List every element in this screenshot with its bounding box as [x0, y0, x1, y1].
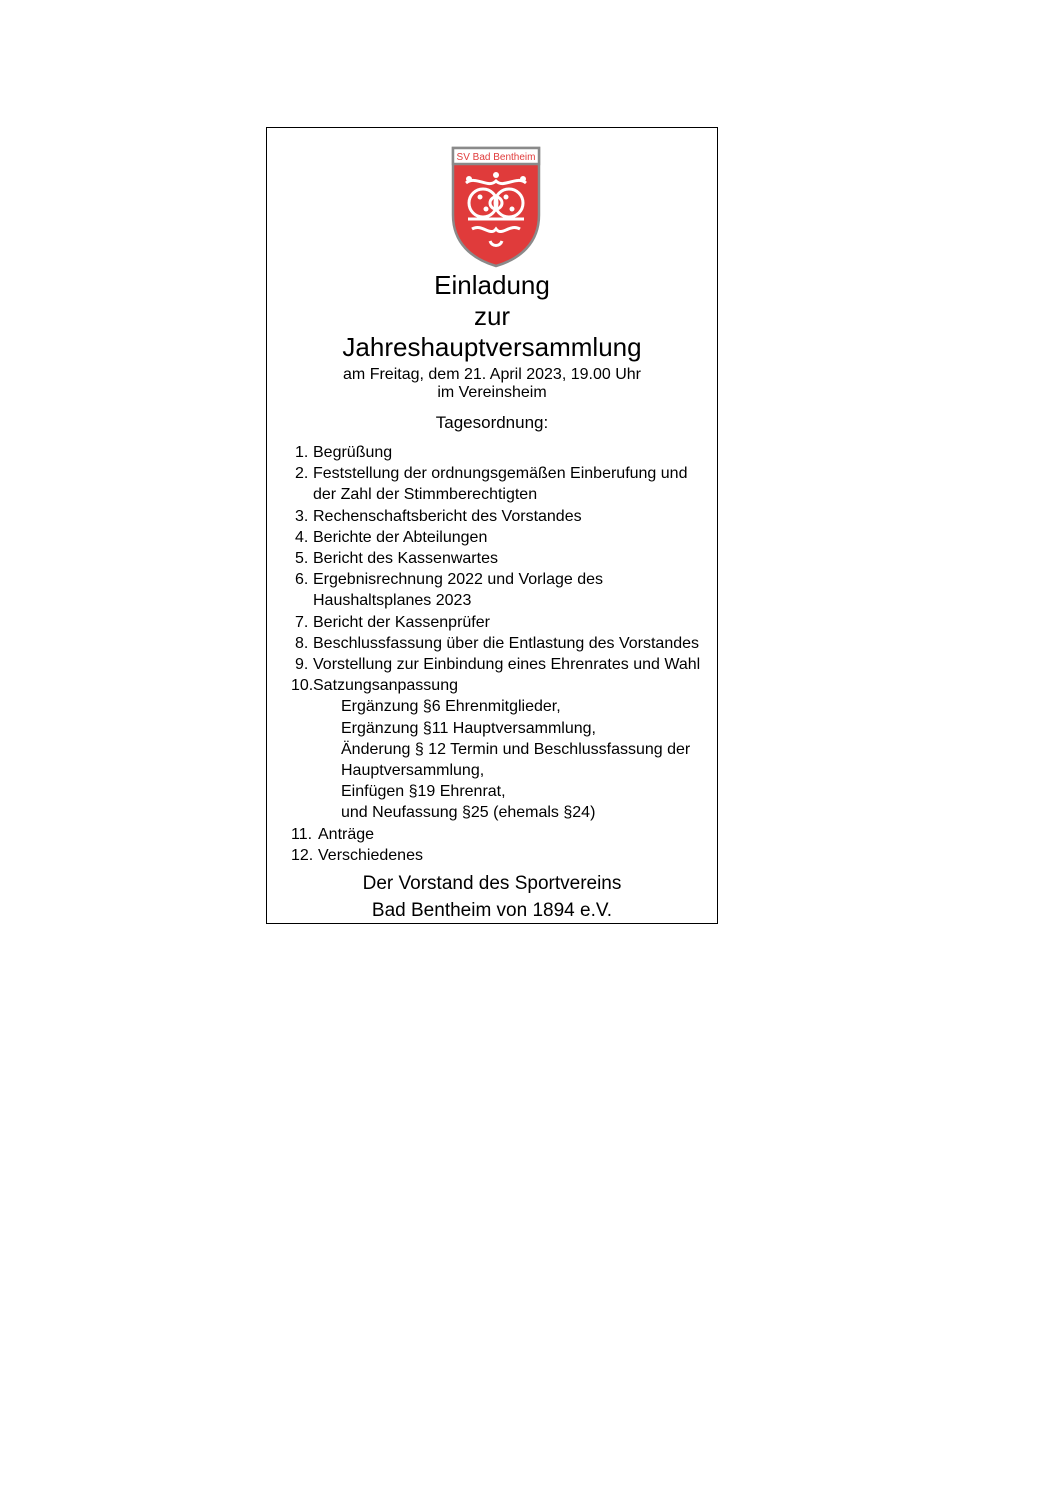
- agenda-item-number: 2.: [295, 465, 309, 483]
- agenda-item-text: Feststellung der ordnungsgemäßen Einberufung und: [313, 465, 688, 483]
- agenda-item-text: und Neufassung §25 (ehemals §24): [341, 804, 596, 822]
- agenda-item-text: Haushaltsplanes 2023: [313, 592, 472, 610]
- agenda-item-number: 4.: [295, 528, 309, 546]
- logo-text: SV Bad Bentheim: [456, 152, 536, 163]
- agenda-item-number: 9.: [295, 656, 309, 673]
- agenda-item-text: Bericht der Kassenprüfer: [313, 613, 490, 631]
- agenda-item: [267, 718, 717, 739]
- agenda-item-text: Änderung § 12 Termin und Beschlussfassung der: [341, 740, 691, 758]
- agenda-heading: Tagesordnung:: [435, 413, 549, 432]
- agenda-item-number: 1.: [295, 444, 309, 461]
- agenda-item-number: 6.: [295, 571, 309, 589]
- agenda-item: [267, 506, 717, 527]
- signature-line-2: Bad Bentheim von 1894 e.V.: [371, 900, 613, 921]
- agenda-item-text: Begrüßung: [313, 444, 393, 461]
- agenda-item: [267, 760, 717, 781]
- agenda-item-number: 10.: [291, 677, 314, 695]
- agenda-item: [267, 548, 717, 569]
- agenda-item-number: 5.: [295, 550, 309, 567]
- agenda-item: [267, 484, 717, 505]
- agenda-item-text: Vorstellung zur Einbindung eines Ehrenrates und Wahl: [313, 656, 701, 673]
- agenda-item-number: 7.: [295, 613, 309, 631]
- agenda-item: [267, 654, 717, 675]
- agenda-item-text: Verschiedenes: [318, 846, 423, 864]
- agenda-item-text: Anträge: [318, 825, 375, 843]
- agenda-item-text: Hauptversammlung,: [341, 762, 485, 779]
- agenda-item-number: 11.: [291, 825, 313, 843]
- agenda-item-number: 8.: [295, 634, 309, 652]
- agenda-item: [267, 612, 717, 633]
- title-zur: zur: [473, 301, 511, 331]
- agenda-item: [267, 590, 717, 611]
- meeting-date: am Freitag, dem 21. April 2023, 19.00 Uhr: [343, 366, 641, 383]
- agenda-item: [267, 845, 717, 866]
- meeting-place: im Vereinsheim: [437, 384, 547, 401]
- agenda-item: [267, 442, 717, 463]
- title-jahreshauptversammlung: Jahreshauptversammlung: [342, 332, 642, 362]
- agenda-item: [267, 696, 717, 717]
- agenda-item: [267, 824, 717, 845]
- club-crest-icon: [450, 145, 542, 269]
- agenda-item-text: Einfügen §19 Ehrenrat,: [341, 783, 506, 801]
- agenda-item-text: Ergänzung §11 Hauptversammlung,: [341, 719, 596, 737]
- agenda-item: [267, 569, 717, 590]
- agenda-item-text: Satzungsanpassung: [313, 677, 458, 695]
- agenda-item: [267, 527, 717, 548]
- title-einladung: Einladung: [434, 270, 550, 300]
- agenda-item-text: Berichte der Abteilungen: [313, 528, 488, 546]
- agenda-item: [267, 633, 717, 654]
- agenda-item-text: Beschlussfassung über die Entlastung des Vorstandes: [313, 634, 700, 652]
- agenda-item: [267, 463, 717, 484]
- invitation-notice: [266, 127, 718, 924]
- agenda-item-number: 3.: [295, 507, 309, 525]
- agenda-item-text: Rechenschaftsbericht des Vorstandes: [313, 507, 582, 525]
- signature-line-1: Der Vorstand des Sportvereins: [362, 873, 622, 894]
- agenda-item-text: Ergebnisrechnung 2022 und Vorlage des: [313, 571, 603, 589]
- agenda-item: [267, 675, 717, 696]
- agenda-item-text: Bericht des Kassenwartes: [313, 550, 498, 567]
- agenda-item-number: 12.: [291, 846, 314, 864]
- agenda-item-text: der Zahl der Stimmberechtigten: [313, 486, 538, 504]
- agenda-item: [267, 739, 717, 760]
- agenda-item-text: Ergänzung §6 Ehrenmitglieder,: [341, 698, 561, 716]
- agenda-item: [267, 802, 717, 823]
- agenda-item: [267, 781, 717, 802]
